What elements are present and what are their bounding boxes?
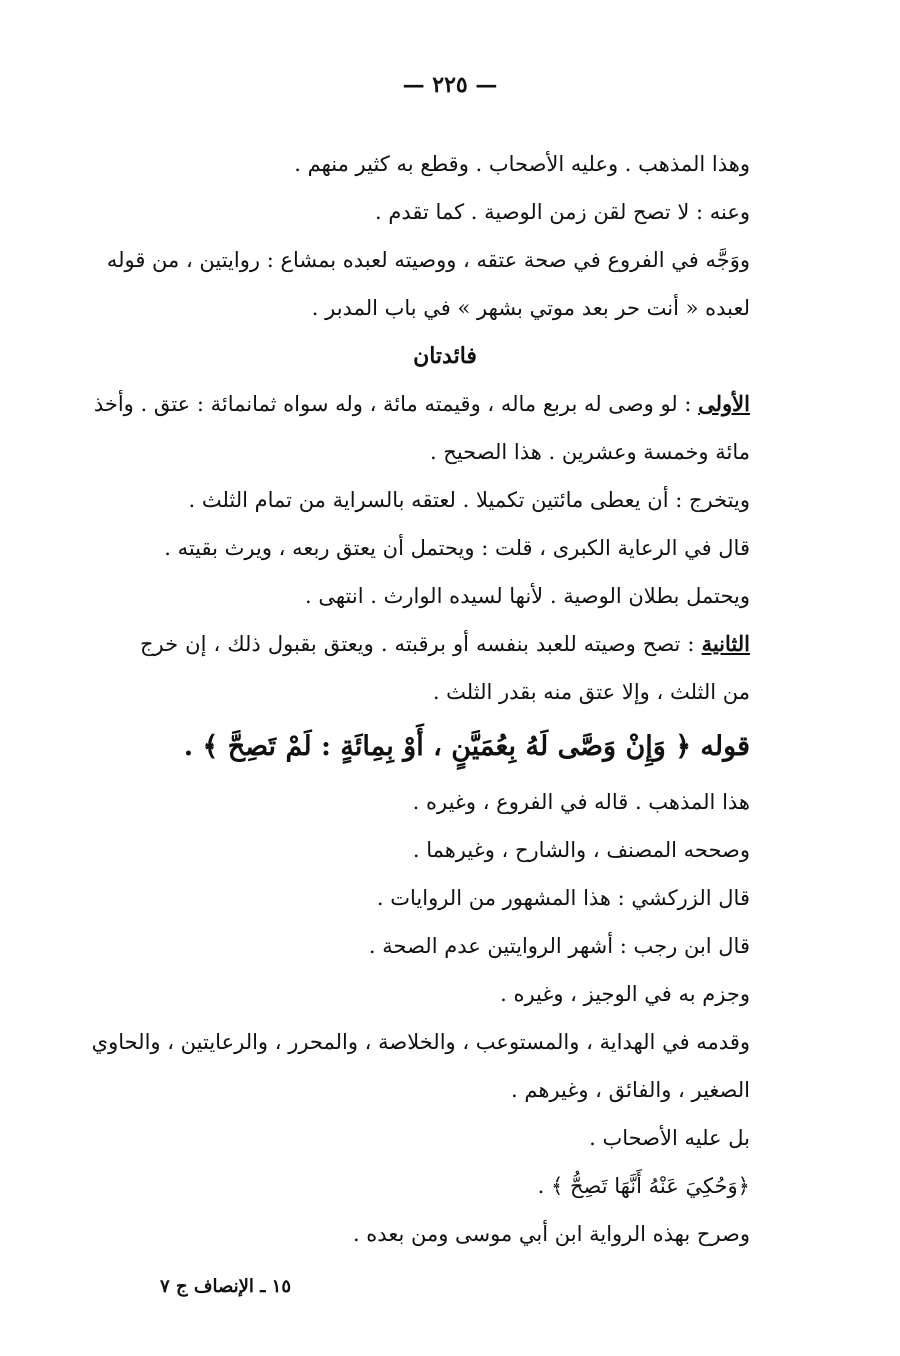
line-text: : تصح وصيته للعبد بنفسه أو برقبته . ويعتق بقبول ذلك ، إن خرج [140, 632, 702, 656]
text-line: وقدمه في الهداية ، والمستوعب ، والخلاصة ، والمحرر ، والرعايتين ، والحاوي [91, 1030, 750, 1054]
line-text: : لو وصى له بربع ماله ، وقيمته مائة ، وله سواه ثمانمائة : عتق . وأخذ [93, 392, 699, 416]
text-line: وجزم به في الوجيز ، وغيره . [500, 982, 750, 1006]
text-line: ويتخرج : أن يعطى مائتين تكميلا . لعتقه بالسراية من تمام الثلث . [188, 488, 750, 512]
lead-word: الأولى [698, 391, 750, 416]
text-line: قال الزركشي : هذا المشهور من الروايات . [376, 886, 750, 910]
text-line: وصرح بهذه الرواية ابن أبي موسى ومن بعده . [352, 1222, 750, 1246]
text-line: الصغير ، والفائق ، وغيرهم . [511, 1078, 750, 1102]
text-line: وهذا المذهب . وعليه الأصحاب . وقطع به كثير منهم . [294, 152, 750, 176]
text-line: بل عليه الأصحاب . [589, 1126, 750, 1150]
quoted-matn: ﴿وَحُكِيَ عَنْهُ أَنَّهَا تَصِحُّ ﴾ . [537, 1174, 750, 1198]
text-line: من الثلث ، وإلا عتق منه بقدر الثلث . [432, 680, 750, 704]
text-line: هذا المذهب . قاله في الفروع ، وغيره . [412, 790, 750, 814]
text-line [93, 380, 750, 428]
text-line: ووَجَّه في الفروع في صحة عتقه ، ووصيته لعبده بمشاع : روايتين ، من قوله [106, 248, 750, 272]
text-line: مائة وخمسة وعشرين . هذا الصحيح . [429, 440, 750, 464]
text-line [140, 620, 750, 668]
lead-word: الثانية [701, 631, 750, 656]
section-heading: فائدتان [413, 343, 477, 369]
quoted-matn: قوله ﴿ وَإِنْ وَصَّى لَهُ بِعُمَيَّنٍ ، أَوْ بِمِائَةٍ : لَمْ تَصِحَّ ﴾ . [183, 731, 750, 762]
text-line: وصححه المصنف ، والشارح ، وغيرهما . [412, 838, 750, 862]
page-number: — ٢٢٥ — [402, 72, 498, 98]
page-footer: ١٥ ـ الإنصاف ج ٧ [160, 1276, 292, 1297]
text-line: لعبده « أنت حر بعد موتي بشهر » في باب المدبر . [311, 296, 750, 320]
page-body [91, 140, 750, 1258]
text-line: ويحتمل بطلان الوصية . لأنها لسيده الوارث . انتهى . [305, 584, 750, 608]
text-line: وعنه : لا تصح لقن زمن الوصية . كما تقدم . [375, 200, 750, 224]
text-line: قال ابن رجب : أشهر الروايتين عدم الصحة . [368, 934, 750, 958]
text-line: قال في الرعاية الكبرى ، قلت : ويحتمل أن يعتق ربعه ، ويرث بقيته . [164, 536, 750, 560]
